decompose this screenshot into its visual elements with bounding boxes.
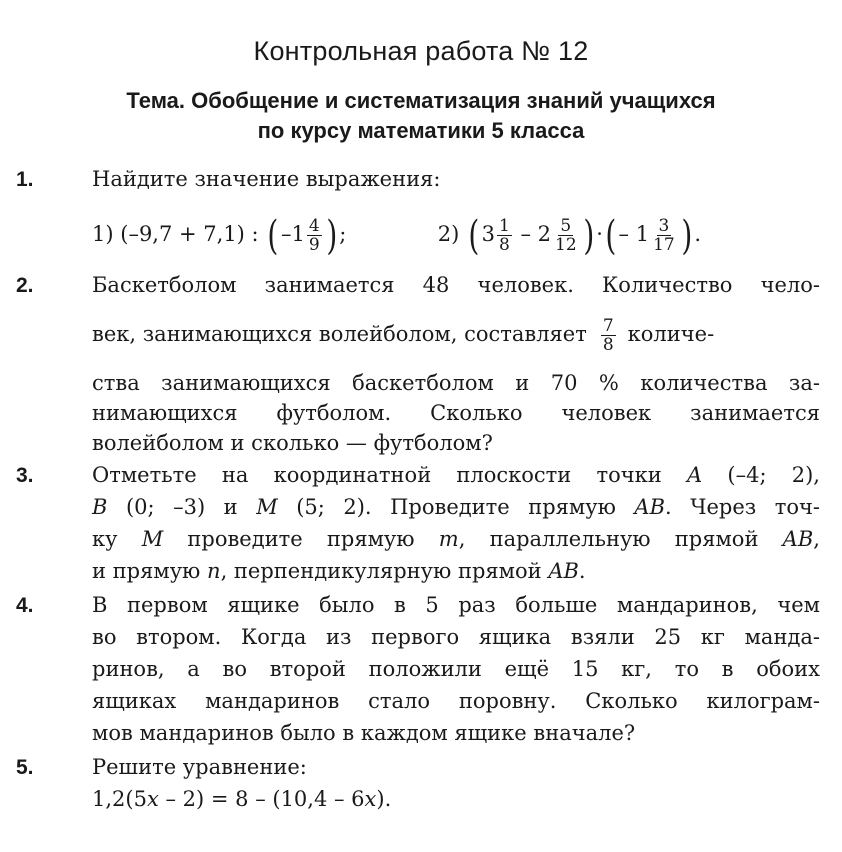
topic-line-1: Тема. Обобщение и систематизация знаний учащихся <box>126 88 716 113</box>
task-1-number: 1. <box>16 168 34 191</box>
task-4-line-4: ящиках мандаринов стало поровну. Сколько килограм- <box>92 689 820 713</box>
task-3-line-3: ку M проведите прямую m, параллельную прямой AB, <box>92 527 820 551</box>
task-5-equation: 1,2(5x – 2) = 8 – (10,4 – 6x). <box>92 787 392 811</box>
task-4-line-2: во втором. Когда из первого ящика взяли 25 кг манда- <box>92 625 820 649</box>
task-3-line-2: B (0; –3) и M (5; 2). Проведите прямую AB. Через точ- <box>92 495 820 519</box>
page-title: Контрольная работа № 12 <box>253 36 589 66</box>
fraction: $\frac{5}{12}$ <box>555 216 577 255</box>
expr-2: 2) ( 3 $\frac{1}{8}$ – 2 $\frac{5}{12}$ ) ·( – 1 $\frac{3}{17}$ ) . <box>437 212 702 259</box>
topic-line-2: по курсу математики 5 класса <box>257 118 585 143</box>
task-2-line-3: ства занимающихся баскетболом и 70 % количества за- <box>92 371 820 395</box>
task-3-line-4: и прямую n, перпендикулярную прямой AB. <box>92 559 586 583</box>
task-2-line-2: век, занимающихся волейболом, составляет $\frac{7}{8}$ количе- <box>92 316 715 355</box>
task-5-number: 5. <box>16 756 34 779</box>
task-2-line-5: волейболом и сколько — футболом? <box>92 431 493 455</box>
task-1-expressions <box>92 212 820 259</box>
task-1-text: Найдите значение выражения: <box>92 167 441 191</box>
task-3-number: 3. <box>16 464 34 487</box>
task-2-line-4: нимающихся футболом. Сколько человек занимается <box>92 401 820 425</box>
task-2-number: 2. <box>16 274 34 297</box>
task-4-number: 4. <box>16 594 34 617</box>
fraction: $\frac{4}{9}$ <box>308 216 320 255</box>
fraction: $\frac{3}{17}$ <box>653 216 675 255</box>
task-5-text: Решите уравнение: <box>92 755 307 779</box>
task-4-line-5: мов мандаринов было в каждом ящике вначале? <box>92 721 636 745</box>
topic-heading <box>0 86 842 146</box>
task-4-line-1: В первом ящике было в 5 раз больше мандаринов, чем <box>92 593 820 617</box>
task-3-line-1: Отметьте на координатной плоскости точки A (–4; 2), <box>92 463 820 487</box>
expr-1: 1) (–9,7 + 7,1) : ( –1 $\frac{4}{9}$ ) ; <box>92 212 347 259</box>
task-2-line-1: Баскетболом занимается 48 человек. Количество чело- <box>92 273 820 297</box>
fraction: $\frac{1}{8}$ <box>498 216 510 255</box>
fraction: $\frac{7}{8}$ <box>602 316 614 355</box>
task-4-line-3: ринов, а во второй положили ещё 15 кг, то в обоих <box>92 657 820 681</box>
